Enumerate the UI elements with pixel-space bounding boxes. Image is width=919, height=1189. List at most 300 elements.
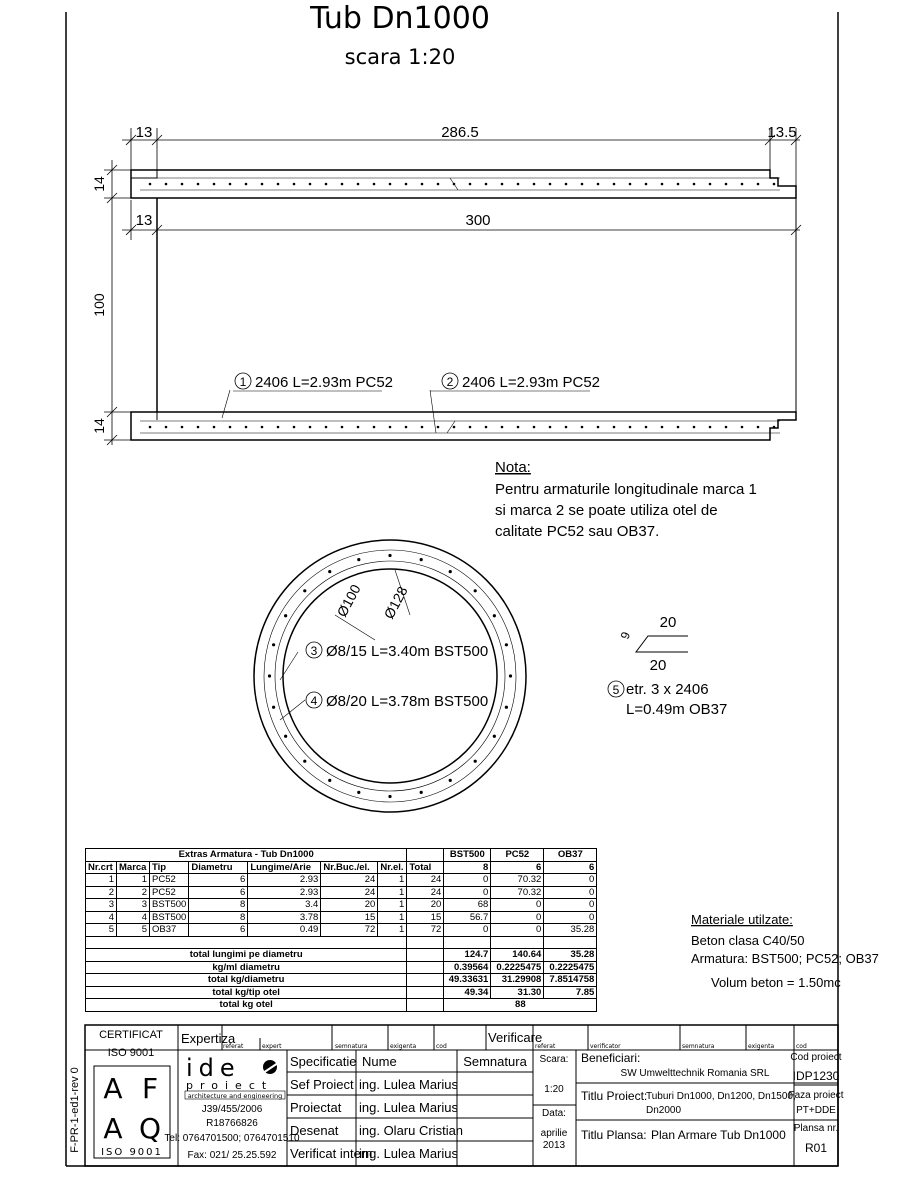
- rebar-dot: [272, 643, 275, 646]
- data-label: Data:: [542, 1108, 566, 1119]
- rebar-dot: [597, 183, 600, 186]
- table-cell: 1: [86, 874, 117, 887]
- rebar-dot: [437, 183, 440, 186]
- rebar-dot: [773, 183, 776, 186]
- rebar-dot: [533, 426, 536, 429]
- total-cell: 7.85: [544, 986, 597, 999]
- rebar-dot: [149, 426, 152, 429]
- table-cell: 5: [117, 924, 150, 937]
- total-kg-label: total kg otel: [86, 999, 407, 1012]
- small-head: cod: [796, 1043, 807, 1050]
- rebar-dot: [388, 554, 391, 557]
- cod-label: Cod proiect: [790, 1052, 842, 1063]
- table-cell: 0: [544, 911, 597, 924]
- small-head: exigenta: [748, 1043, 775, 1050]
- stirrup-side-dim: 9: [617, 629, 634, 642]
- table-cell: 3.4: [248, 899, 321, 912]
- table-cell: 2: [117, 886, 150, 899]
- small-head: exigenta: [390, 1043, 417, 1050]
- rebar-dot: [213, 183, 216, 186]
- materials-title: Materiale utilzate:: [691, 912, 793, 927]
- table-cell: 3.78: [248, 911, 321, 924]
- rebar-dot: [677, 426, 680, 429]
- logo-word: ide: [186, 1054, 241, 1082]
- rebar-dot: [725, 426, 728, 429]
- rebar-dot: [565, 183, 568, 186]
- person-name: ing. Lulea Marius: [359, 1100, 458, 1115]
- rebar-dot: [645, 426, 648, 429]
- rebar-dot: [165, 183, 168, 186]
- table-cell: 1: [378, 899, 407, 912]
- rebar-dot: [757, 426, 760, 429]
- table-row: [86, 899, 597, 912]
- table-cell: 20: [321, 899, 378, 912]
- dim-top-right: 13.5: [767, 124, 797, 141]
- rebar-dot: [357, 426, 360, 429]
- nota-line: calitate PC52 sau OB37.: [495, 523, 660, 540]
- form-code: F-PR-1-ed1-rev 0: [69, 1067, 81, 1153]
- total-label: total lungimi pe diametru: [86, 949, 407, 962]
- total-cell: 140.64: [491, 949, 544, 962]
- column-header: Diametru: [189, 861, 248, 874]
- rebar-dot: [341, 183, 344, 186]
- table-cell: 1: [378, 911, 407, 924]
- table-cell: 6: [189, 874, 248, 887]
- total-kg-value: 88: [444, 999, 597, 1012]
- table-cell: 0: [444, 924, 491, 937]
- rebar-dot: [741, 183, 744, 186]
- small-head: semnatura: [335, 1043, 368, 1050]
- table-cell: 24: [321, 886, 378, 899]
- rebar-dot: [725, 183, 728, 186]
- rebar-dot: [677, 183, 680, 186]
- total-cell: 35.28: [544, 949, 597, 962]
- rebar-dot: [509, 674, 512, 677]
- dim-top-mid: 286.5: [441, 124, 479, 141]
- scara-value: 1:20: [544, 1084, 564, 1095]
- rebar-dot: [272, 706, 275, 709]
- table-cell: PC52: [150, 886, 189, 899]
- table-cell: 1: [378, 924, 407, 937]
- rebar-dot: [284, 735, 287, 738]
- table-cell: 6: [189, 924, 248, 937]
- dimension-lines: [104, 128, 801, 445]
- rebar-dot: [661, 183, 664, 186]
- rebar-dot: [293, 183, 296, 186]
- total-cell: 31.29908: [491, 974, 544, 987]
- table-cell: 2.93: [248, 886, 321, 899]
- stirrup-detail: [636, 636, 688, 652]
- rebar-dot: [741, 426, 744, 429]
- rebar-dot: [421, 426, 424, 429]
- titlu-plansa-label: Titlu Plansa:: [581, 1128, 647, 1142]
- rebar-dot: [389, 183, 392, 186]
- table-row: [86, 949, 597, 962]
- role-label: Verificat intern: [290, 1146, 373, 1161]
- rebar-dot: [357, 791, 360, 794]
- table-row: [86, 874, 597, 887]
- nota-line: si marca 2 se poate utiliza otel de: [495, 502, 718, 519]
- table-cell: 72: [407, 924, 444, 937]
- dim-vertical-mid: 100: [91, 293, 107, 317]
- rebar-dot: [474, 760, 477, 763]
- afaq-letter: A: [103, 1072, 123, 1105]
- rebar-dot: [197, 426, 200, 429]
- rebar-dot: [405, 183, 408, 186]
- column-header: Nr.el.: [378, 861, 407, 874]
- titlu-proiect-value: Dn2000: [646, 1105, 682, 1116]
- total-cell: 49.33631: [444, 974, 491, 987]
- faza-label: Faza proiect: [788, 1090, 844, 1101]
- table-row: [86, 886, 597, 899]
- table-row: [86, 961, 597, 974]
- beneficiar-value: SW Umwelttechnik Romania SRL: [620, 1068, 770, 1079]
- rebar-dot: [309, 426, 312, 429]
- rebar-dot: [261, 183, 264, 186]
- rebar-dot: [325, 426, 328, 429]
- rebar-dot: [229, 183, 232, 186]
- diameter-cell: 6: [544, 861, 597, 874]
- bar1-number: 1: [239, 375, 247, 389]
- rebar-dot: [505, 643, 508, 646]
- rebar-dot: [165, 426, 168, 429]
- rebar-dot: [405, 426, 408, 429]
- rebar-dot: [388, 795, 391, 798]
- materials-beton: Beton clasa C40/50: [691, 933, 805, 948]
- table-cell: 56.7: [444, 911, 491, 924]
- rebar-dot: [449, 779, 452, 782]
- dim-vertical-bottom: 14: [91, 418, 107, 434]
- rebar-dot: [277, 426, 280, 429]
- iso-label: ISO 9001: [107, 1047, 155, 1059]
- rebar-dot: [309, 183, 312, 186]
- table-row: [86, 936, 597, 949]
- table-cell: 0: [491, 899, 544, 912]
- titlu-proiect-label: Titlu Proiect:: [581, 1089, 648, 1103]
- rebar-dot: [629, 426, 632, 429]
- rebar-dot: [181, 183, 184, 186]
- person-name: ing. Olaru Cristian: [359, 1123, 464, 1138]
- table-row: [86, 974, 597, 987]
- small-head: semnatura: [682, 1043, 715, 1050]
- rebar-dot: [181, 426, 184, 429]
- rebar-dot: [581, 426, 584, 429]
- logo-sub: proiect: [186, 1079, 274, 1092]
- table-row: [86, 861, 597, 874]
- table-cell: 24: [407, 886, 444, 899]
- rebar-dot: [613, 183, 616, 186]
- extras-armatura-table: [85, 848, 597, 1012]
- rebar-dot: [277, 183, 280, 186]
- small-head: referat: [535, 1043, 556, 1050]
- total-label: total kg/tip otel: [86, 986, 407, 999]
- expertiza-label: Expertiza: [181, 1031, 236, 1046]
- company-info: J39/455/2006: [201, 1104, 263, 1115]
- company-info: Fax: 021/ 25.25.592: [187, 1150, 277, 1161]
- rebar-dot: [565, 426, 568, 429]
- verificare-label: Verificare: [488, 1030, 543, 1045]
- titlu-proiect-value: Tuburi Dn1000, Dn1200, Dn1500,: [646, 1091, 796, 1102]
- table-cell: BST500: [150, 911, 189, 924]
- column-header: Total: [407, 861, 444, 874]
- plansa-label: Plansa nr.: [793, 1123, 839, 1134]
- rebar-dot: [533, 183, 536, 186]
- rebar-dot: [645, 183, 648, 186]
- table-cell: OB37: [150, 924, 189, 937]
- column-header: Lungime/Arie: [248, 861, 321, 874]
- rebar-dot: [501, 183, 504, 186]
- rebar-dot: [629, 183, 632, 186]
- rebar-dot: [505, 706, 508, 709]
- table-cell: 68: [444, 899, 491, 912]
- rebar-dot: [469, 426, 472, 429]
- table-cell: 2.93: [248, 874, 321, 887]
- person-name: ing. Lulea Marius: [359, 1077, 458, 1092]
- table-cell: 0: [444, 874, 491, 887]
- table-cell: 20: [407, 899, 444, 912]
- table-cell: 0: [544, 874, 597, 887]
- diameter-128-label: Ø128: [380, 583, 411, 622]
- person-name: Nume: [362, 1054, 397, 1069]
- table-cell: 35.28: [544, 924, 597, 937]
- rebar-dot: [549, 183, 552, 186]
- bar3-label: Ø8/15 L=3.40m BST500: [326, 643, 489, 660]
- rebar-dot: [449, 570, 452, 573]
- steel-type-header: PC52: [491, 849, 544, 862]
- rebar-dot: [773, 426, 776, 429]
- rebar-dot: [357, 183, 360, 186]
- bar1-label: 2406 L=2.93m PC52: [255, 374, 394, 391]
- rebar-dot: [485, 183, 488, 186]
- column-header: Nr.Buc./el.: [321, 861, 378, 874]
- table-cell: PC52: [150, 874, 189, 887]
- table-cell: 1: [378, 886, 407, 899]
- table-cell: 24: [407, 874, 444, 887]
- total-cell: 0.2225475: [491, 961, 544, 974]
- table-cell: 3: [86, 899, 117, 912]
- stirrup-top-dim: 20: [659, 614, 677, 631]
- bar5-length: L=0.49m OB37: [626, 701, 728, 718]
- materials-armatura: Armatura: BST500; PC52; OB37: [691, 951, 879, 966]
- table-cell: 70.32: [491, 886, 544, 899]
- rebar-dot: [268, 674, 271, 677]
- rebar-dots-ring: [268, 554, 512, 798]
- rebar-dot: [341, 426, 344, 429]
- bar5-number: 5: [612, 683, 620, 697]
- column-header: Nr.crt: [86, 861, 117, 874]
- rebar-dot: [389, 426, 392, 429]
- dim-second-mid: 300: [465, 212, 491, 229]
- stirrup-bottom-dim: 20: [649, 657, 667, 674]
- table-cell: 3: [117, 899, 150, 912]
- rebar-dot: [197, 183, 200, 186]
- rebar-dot: [213, 426, 216, 429]
- role-label: Sef Proiect: [290, 1077, 354, 1092]
- total-label: total kg/diametru: [86, 974, 407, 987]
- pipe-cross-section: [254, 540, 526, 812]
- steel-type-header: OB37: [544, 849, 597, 862]
- rebar-dot: [501, 426, 504, 429]
- rebar-dot: [373, 183, 376, 186]
- person-name: ing. Lulea Marius: [359, 1146, 458, 1161]
- afaq-letter: A: [103, 1112, 123, 1145]
- rebar-dot: [293, 426, 296, 429]
- rebar-dot: [549, 426, 552, 429]
- beneficiar-label: Beneficiari:: [581, 1051, 641, 1065]
- bar2-number: 2: [446, 375, 454, 389]
- rebar-dot: [517, 183, 520, 186]
- titlu-plansa-value: Plan Armare Tub Dn1000: [651, 1128, 786, 1142]
- column-header: Marca: [117, 861, 150, 874]
- nota-title: Nota:: [495, 459, 531, 476]
- rebar-dot: [693, 183, 696, 186]
- rebar-dot: [757, 183, 760, 186]
- data-value: 2013: [542, 1140, 566, 1151]
- table-cell: 8: [189, 899, 248, 912]
- rebar-dot: [517, 426, 520, 429]
- rebar-dot: [485, 426, 488, 429]
- rebar-dot: [709, 183, 712, 186]
- logo-tagline: architecture and engineering: [187, 1092, 283, 1100]
- table-cell: 1: [378, 874, 407, 887]
- rebar-dot: [493, 735, 496, 738]
- afaq-letter: Q: [138, 1112, 162, 1145]
- rebar-dot: [261, 426, 264, 429]
- certificat-label: CERTIFICAT: [99, 1029, 163, 1041]
- dim-second-left: 13: [135, 212, 153, 229]
- table-row: [86, 986, 597, 999]
- table-cell: 0: [491, 924, 544, 937]
- rebar-dot: [613, 426, 616, 429]
- rebar-dot: [328, 779, 331, 782]
- rebar-dot: [421, 183, 424, 186]
- rebar-dot: [709, 426, 712, 429]
- rebar-dot: [597, 426, 600, 429]
- table-cell: 72: [321, 924, 378, 937]
- total-cell: 7.8514758: [544, 974, 597, 987]
- table-cell: BST500: [150, 899, 189, 912]
- table-cell: 0: [544, 899, 597, 912]
- drawing-title: Tub Dn1000: [310, 1, 490, 36]
- bar4-number: 4: [310, 694, 318, 708]
- rebar-dot: [303, 589, 306, 592]
- bar4-label: Ø8/20 L=3.78m BST500: [326, 693, 489, 710]
- table-cell: 24: [321, 874, 378, 887]
- total-cell: 31.30: [491, 986, 544, 999]
- bar2-label: 2406 L=2.93m PC52: [462, 374, 601, 391]
- table-cell: 70.32: [491, 874, 544, 887]
- rebar-dot: [661, 426, 664, 429]
- pipe-longitudinal-section: [131, 170, 796, 440]
- rebar-dot: [373, 426, 376, 429]
- table-cell: 6: [189, 886, 248, 899]
- rebar-dot: [303, 760, 306, 763]
- scara-label: Scara:: [539, 1054, 569, 1065]
- data-value: aprilie: [540, 1128, 568, 1139]
- company-info: R18766826: [206, 1118, 258, 1129]
- afaq-letter: F: [141, 1072, 159, 1105]
- diameter-100-label: Ø100: [333, 581, 364, 620]
- diameter-cell: 6: [491, 861, 544, 874]
- table-title: Extras Armatura - Tub Dn1000: [86, 849, 407, 862]
- rebar-dot: [229, 426, 232, 429]
- rebar-dot: [693, 426, 696, 429]
- semnatura-label: Semnatura: [463, 1054, 527, 1069]
- materials-volum: Volum beton = 1.50mc: [711, 975, 841, 990]
- total-cell: 49.34: [444, 986, 491, 999]
- rebar-dot: [437, 426, 440, 429]
- bar5-label: etr. 3 x 2406: [626, 681, 709, 698]
- small-head: cod: [436, 1043, 447, 1050]
- table-cell: 2: [86, 886, 117, 899]
- rebar-dot: [357, 558, 360, 561]
- table-cell: 1: [117, 874, 150, 887]
- rebar-dot: [453, 426, 456, 429]
- table-cell: 4: [117, 911, 150, 924]
- diameter-cell: 8: [444, 861, 491, 874]
- role-label: Specificatie: [290, 1054, 357, 1069]
- logo-icon: [260, 1059, 284, 1075]
- steel-type-header: BST500: [444, 849, 491, 862]
- table-row: [86, 999, 597, 1012]
- table-cell: 5: [86, 924, 117, 937]
- rebar-dot: [328, 570, 331, 573]
- table-cell: 8: [189, 911, 248, 924]
- total-cell: 0.2225475: [544, 961, 597, 974]
- rebar-dot: [149, 183, 152, 186]
- small-head: expert: [262, 1043, 282, 1050]
- plansa-value: R01: [804, 1141, 828, 1155]
- table-cell: 4: [86, 911, 117, 924]
- dim-top-left: 13: [135, 124, 153, 141]
- small-head: verificator: [590, 1043, 621, 1050]
- rebar-dot: [581, 183, 584, 186]
- rebar-dot: [284, 614, 287, 617]
- rebar-dots-longitudinal: [149, 183, 776, 429]
- table-row: [86, 849, 597, 862]
- total-cell: 0.39564: [444, 961, 491, 974]
- drawing-scale: scara 1:20: [344, 45, 456, 69]
- total-cell: 124.7: [444, 949, 491, 962]
- table-cell: 0: [544, 886, 597, 899]
- table-cell: 0.49: [248, 924, 321, 937]
- afaq-iso: ISO 9001: [101, 1147, 163, 1158]
- rebar-dot: [493, 614, 496, 617]
- table-cell: 15: [321, 911, 378, 924]
- total-label: kg/ml diametru: [86, 961, 407, 974]
- dim-vertical-top: 14: [91, 176, 107, 192]
- rebar-dot: [245, 426, 248, 429]
- rebar-dot: [474, 589, 477, 592]
- table-cell: 0: [444, 886, 491, 899]
- rebar-dot: [245, 183, 248, 186]
- table-row: [86, 924, 597, 937]
- faza-value: PT+DDE: [796, 1105, 836, 1116]
- table-row: [86, 911, 597, 924]
- company-info: Tel: 0764701500; 0764701510: [164, 1133, 300, 1144]
- role-label: Desenat: [290, 1123, 339, 1138]
- table-cell: 0: [491, 911, 544, 924]
- rebar-dot: [325, 183, 328, 186]
- rebar-dot: [453, 183, 456, 186]
- bar3-number: 3: [310, 644, 318, 658]
- nota-line: Pentru armaturile longitudinale marca 1: [495, 481, 757, 498]
- rebar-dot: [420, 791, 423, 794]
- small-head: referat: [223, 1043, 244, 1050]
- rebar-dot: [469, 183, 472, 186]
- column-header: Tip: [150, 861, 189, 874]
- rebar-dot: [420, 558, 423, 561]
